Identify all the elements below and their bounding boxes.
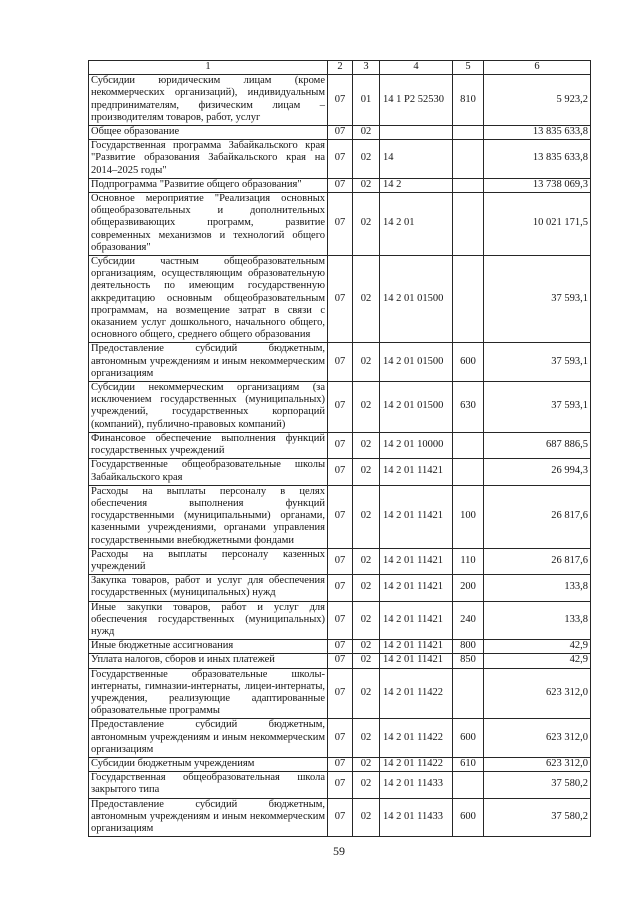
target-article-cell: 14 2 01 11421 xyxy=(380,548,453,574)
target-article-cell: 14 2 01 11421 xyxy=(380,485,453,548)
target-article-cell: 14 2 01 10000 xyxy=(380,432,453,458)
column-number-header: 4 xyxy=(380,61,453,75)
target-article-cell xyxy=(380,126,453,140)
amount-cell: 26 994,3 xyxy=(484,459,591,485)
amount-cell: 13 835 633,8 xyxy=(484,126,591,140)
amount-cell: 42,9 xyxy=(484,654,591,668)
subsection-code-cell: 02 xyxy=(353,126,380,140)
target-article-cell: 14 1 P2 52530 xyxy=(380,75,453,126)
expense-type-cell: 240 xyxy=(453,601,484,640)
amount-cell: 42,9 xyxy=(484,640,591,654)
table-row xyxy=(89,668,591,719)
section-code-cell: 07 xyxy=(328,140,353,179)
table-row xyxy=(89,75,591,126)
subsection-code-cell: 01 xyxy=(353,75,380,126)
target-article-cell: 14 2 01 xyxy=(380,193,453,256)
item-name-cell: Закупка товаров, работ и услуг для обеспечения государственных (муниципальных) нужд xyxy=(89,575,328,601)
amount-cell: 13 738 069,3 xyxy=(484,178,591,192)
expense-type-cell: 600 xyxy=(453,798,484,837)
expense-type-cell xyxy=(453,668,484,719)
subsection-code-cell: 02 xyxy=(353,178,380,192)
item-name-cell: Иные бюджетные ассигнования xyxy=(89,640,328,654)
target-article-cell: 14 2 01 01500 xyxy=(380,343,453,382)
subsection-code-cell: 02 xyxy=(353,798,380,837)
section-code-cell: 07 xyxy=(328,757,353,771)
section-code-cell: 07 xyxy=(328,772,353,798)
table-row xyxy=(89,432,591,458)
expense-type-cell xyxy=(453,178,484,192)
expense-type-cell xyxy=(453,432,484,458)
table-row xyxy=(89,772,591,798)
target-article-cell: 14 2 01 11421 xyxy=(380,601,453,640)
item-name-cell: Субсидии бюджетным учреждениям xyxy=(89,757,328,771)
item-name-cell: Основное мероприятие "Реализация основных общеобразовательных и дополнительных общеразвивающих программ, развитие современных механизмов и технологий общего образования" xyxy=(89,193,328,256)
table-row xyxy=(89,757,591,771)
amount-cell: 623 312,0 xyxy=(484,719,591,758)
target-article-cell: 14 2 01 11422 xyxy=(380,757,453,771)
section-code-cell: 07 xyxy=(328,178,353,192)
item-name-cell: Государственные образовательные школы-интернаты, гимназии-интернаты, лицеи-интернаты, учреждения, реализующие адаптированные образовательные программы xyxy=(89,668,328,719)
expense-type-cell xyxy=(453,256,484,343)
subsection-code-cell: 02 xyxy=(353,382,380,433)
amount-cell: 37 580,2 xyxy=(484,772,591,798)
expense-type-cell xyxy=(453,126,484,140)
page-content xyxy=(88,60,590,858)
target-article-cell: 14 xyxy=(380,140,453,179)
section-code-cell: 07 xyxy=(328,548,353,574)
amount-cell: 623 312,0 xyxy=(484,668,591,719)
target-article-cell: 14 2 01 11433 xyxy=(380,772,453,798)
item-name-cell: Государственная программа Забайкальского края "Развитие образования Забайкальского края на 2014–2025 годы" xyxy=(89,140,328,179)
column-number-header: 2 xyxy=(328,61,353,75)
expense-type-cell: 610 xyxy=(453,757,484,771)
amount-cell: 687 886,5 xyxy=(484,432,591,458)
table-row xyxy=(89,382,591,433)
table-row xyxy=(89,548,591,574)
expense-type-cell xyxy=(453,772,484,798)
section-code-cell: 07 xyxy=(328,485,353,548)
expense-type-cell xyxy=(453,193,484,256)
amount-cell: 623 312,0 xyxy=(484,757,591,771)
section-code-cell: 07 xyxy=(328,798,353,837)
section-code-cell: 07 xyxy=(328,719,353,758)
section-code-cell: 07 xyxy=(328,126,353,140)
expense-type-cell xyxy=(453,459,484,485)
section-code-cell: 07 xyxy=(328,459,353,485)
subsection-code-cell: 02 xyxy=(353,575,380,601)
item-name-cell: Расходы на выплаты персоналу казенных учреждений xyxy=(89,548,328,574)
expense-type-cell: 600 xyxy=(453,719,484,758)
target-article-cell: 14 2 01 11433 xyxy=(380,798,453,837)
amount-cell: 5 923,2 xyxy=(484,75,591,126)
subsection-code-cell: 02 xyxy=(353,193,380,256)
expense-type-cell: 810 xyxy=(453,75,484,126)
section-code-cell: 07 xyxy=(328,256,353,343)
item-name-cell: Предоставление субсидий бюджетным, автономным учреждениям и иным некоммерческим организациям xyxy=(89,798,328,837)
table-row xyxy=(89,485,591,548)
target-article-cell: 14 2 01 01500 xyxy=(380,256,453,343)
subsection-code-cell: 02 xyxy=(353,668,380,719)
item-name-cell: Государственная общеобразовательная школа закрытого типа xyxy=(89,772,328,798)
item-name-cell: Государственные общеобразовательные школы Забайкальского края xyxy=(89,459,328,485)
section-code-cell: 07 xyxy=(328,575,353,601)
target-article-cell: 14 2 xyxy=(380,178,453,192)
section-code-cell: 07 xyxy=(328,343,353,382)
item-name-cell: Иные закупки товаров, работ и услуг для обеспечения государственных (муниципальных) нужд xyxy=(89,601,328,640)
item-name-cell: Общее образование xyxy=(89,126,328,140)
subsection-code-cell: 02 xyxy=(353,485,380,548)
amount-cell: 13 835 633,8 xyxy=(484,140,591,179)
subsection-code-cell: 02 xyxy=(353,459,380,485)
expense-type-cell xyxy=(453,140,484,179)
table-row xyxy=(89,140,591,179)
section-code-cell: 07 xyxy=(328,382,353,433)
budget-table xyxy=(88,60,591,837)
section-code-cell: 07 xyxy=(328,75,353,126)
expense-type-cell: 630 xyxy=(453,382,484,433)
expense-type-cell: 600 xyxy=(453,343,484,382)
target-article-cell: 14 2 01 11421 xyxy=(380,640,453,654)
subsection-code-cell: 02 xyxy=(353,757,380,771)
expense-type-cell: 200 xyxy=(453,575,484,601)
column-number-row xyxy=(89,61,591,75)
item-name-cell: Предоставление субсидий бюджетным, автономным учреждениям и иным некоммерческим организациям xyxy=(89,343,328,382)
subsection-code-cell: 02 xyxy=(353,601,380,640)
expense-type-cell: 100 xyxy=(453,485,484,548)
section-code-cell: 07 xyxy=(328,193,353,256)
table-row xyxy=(89,459,591,485)
column-number-header: 5 xyxy=(453,61,484,75)
table-row xyxy=(89,798,591,837)
column-number-header: 3 xyxy=(353,61,380,75)
subsection-code-cell: 02 xyxy=(353,640,380,654)
subsection-code-cell: 02 xyxy=(353,343,380,382)
amount-cell: 37 593,1 xyxy=(484,382,591,433)
item-name-cell: Субсидии некоммерческим организациям (за исключением государственных (муниципальных) учреждений, государственных корпораций (компаний), публично-правовых компаний) xyxy=(89,382,328,433)
subsection-code-cell: 02 xyxy=(353,140,380,179)
expense-type-cell: 800 xyxy=(453,640,484,654)
item-name-cell: Финансовое обеспечение выполнения функций государственных учреждений xyxy=(89,432,328,458)
amount-cell: 26 817,6 xyxy=(484,485,591,548)
page-number: 59 xyxy=(333,844,345,859)
table-body xyxy=(89,75,591,837)
table-header xyxy=(89,61,591,75)
table-row xyxy=(89,575,591,601)
subsection-code-cell: 02 xyxy=(353,548,380,574)
target-article-cell: 14 2 01 11421 xyxy=(380,459,453,485)
table-row xyxy=(89,256,591,343)
table-row xyxy=(89,601,591,640)
item-name-cell: Субсидии частным общеобразовательным организациям, осуществляющим образовательную деятельность по имеющим государственную аккредитацию основным общеобразовательным программам, на возмещение затрат в связи с оказанием услуг дошкольного, начального общего, основного общего, среднего общего образования xyxy=(89,256,328,343)
section-code-cell: 07 xyxy=(328,601,353,640)
item-name-cell: Подпрограмма "Развитие общего образования" xyxy=(89,178,328,192)
table-row xyxy=(89,640,591,654)
column-number-header: 1 xyxy=(89,61,328,75)
subsection-code-cell: 02 xyxy=(353,719,380,758)
table-row xyxy=(89,654,591,668)
table-row xyxy=(89,178,591,192)
table-row xyxy=(89,126,591,140)
section-code-cell: 07 xyxy=(328,654,353,668)
item-name-cell: Предоставление субсидий бюджетным, автономным учреждениям и иным некоммерческим организациям xyxy=(89,719,328,758)
subsection-code-cell: 02 xyxy=(353,256,380,343)
target-article-cell: 14 2 01 11421 xyxy=(380,575,453,601)
table-row xyxy=(89,343,591,382)
table-row xyxy=(89,193,591,256)
section-code-cell: 07 xyxy=(328,432,353,458)
section-code-cell: 07 xyxy=(328,640,353,654)
subsection-code-cell: 02 xyxy=(353,772,380,798)
amount-cell: 133,8 xyxy=(484,575,591,601)
expense-type-cell: 110 xyxy=(453,548,484,574)
table-row xyxy=(89,719,591,758)
item-name-cell: Субсидии юридическим лицам (кроме некоммерческих организаций), индивидуальным предпринимателям, физическим лицам – производителям товаров, работ, услуг xyxy=(89,75,328,126)
expense-type-cell: 850 xyxy=(453,654,484,668)
subsection-code-cell: 02 xyxy=(353,432,380,458)
target-article-cell: 14 2 01 11421 xyxy=(380,654,453,668)
amount-cell: 37 593,1 xyxy=(484,256,591,343)
item-name-cell: Расходы на выплаты персоналу в целях обеспечения выполнения функций государственными (муниципальными) органами, казенными учреждениями, органами управления государственными внебюджетными фондами xyxy=(89,485,328,548)
target-article-cell: 14 2 01 01500 xyxy=(380,382,453,433)
target-article-cell: 14 2 01 11422 xyxy=(380,719,453,758)
amount-cell: 133,8 xyxy=(484,601,591,640)
subsection-code-cell: 02 xyxy=(353,654,380,668)
amount-cell: 26 817,6 xyxy=(484,548,591,574)
target-article-cell: 14 2 01 11422 xyxy=(380,668,453,719)
column-number-header: 6 xyxy=(484,61,591,75)
amount-cell: 10 021 171,5 xyxy=(484,193,591,256)
item-name-cell: Уплата налогов, сборов и иных платежей xyxy=(89,654,328,668)
section-code-cell: 07 xyxy=(328,668,353,719)
amount-cell: 37 580,2 xyxy=(484,798,591,837)
amount-cell: 37 593,1 xyxy=(484,343,591,382)
